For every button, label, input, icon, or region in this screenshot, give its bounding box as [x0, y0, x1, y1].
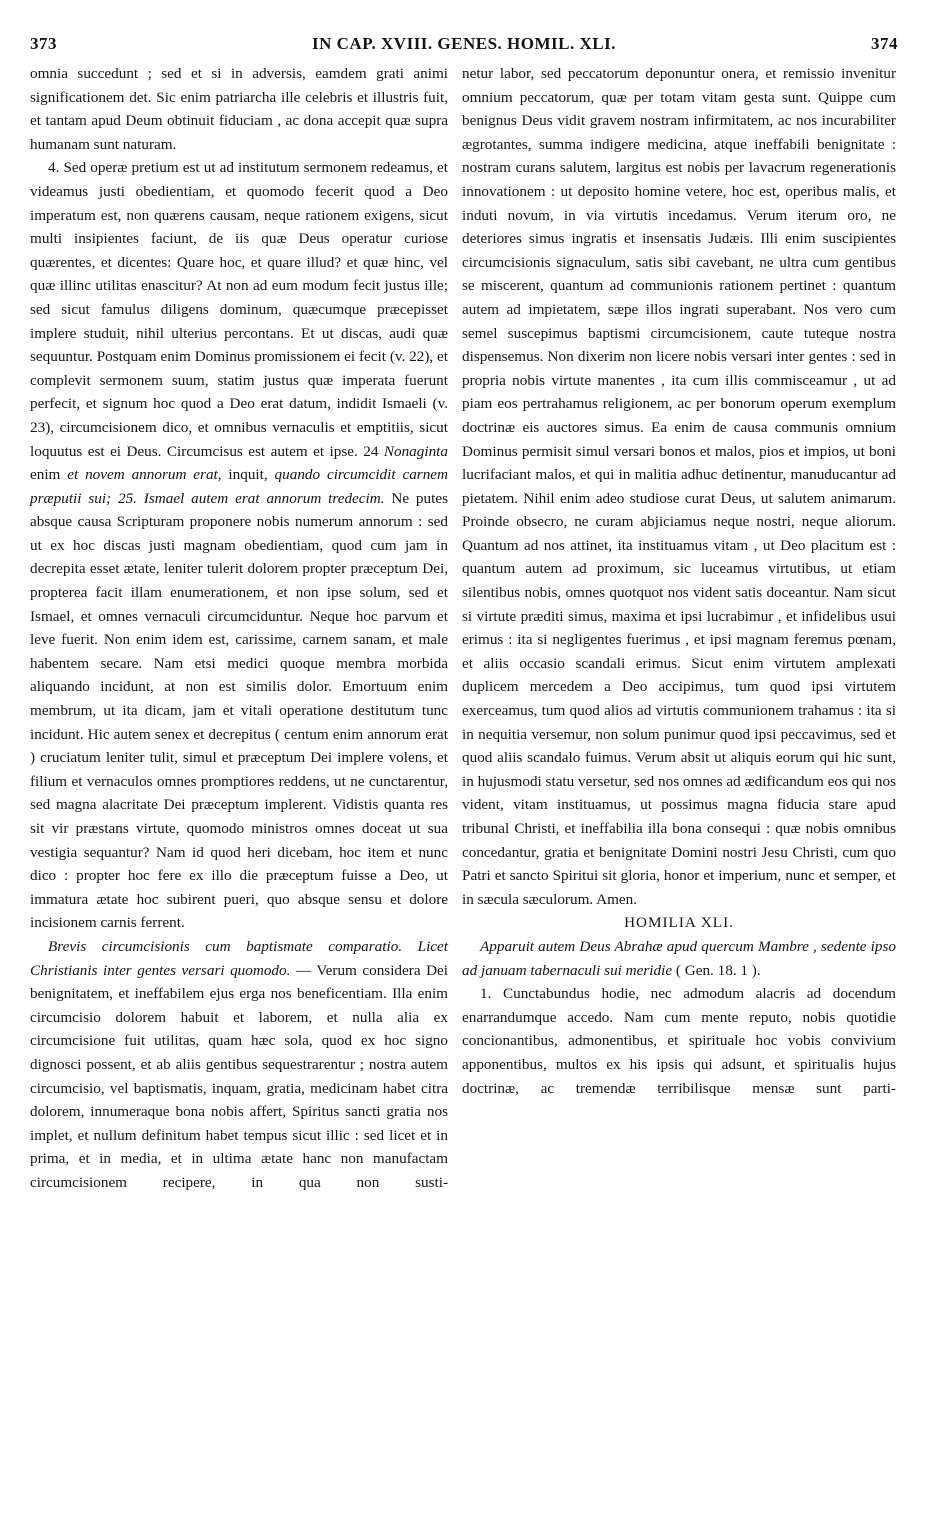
page-number-right: 374 [871, 34, 898, 53]
paragraph-comparison [30, 935, 448, 1195]
text-run: Ne putes absque causa Scripturam proponere nobis numerum annorum : sed ut ex hoc discas justi magnam obedientiam, quod cum jam in decrepita esset ætate, leniter tulerit dolorem propter præceptum Dei, propterea facit illam enumerationem, et non ipse solum, sed et Ismael, et omnes vernaculi circumciduntur. Neque hoc parvum et leve fuerit. Non enim idem est, carissime, carnem sanam, et male habentem secare. Nam etsi medici quoque membra morbida aliquando incidunt, at non est similis dolor. Emortuum enim membrum, ut ita dicam, jam et vitali operatione destitutum tunc incidunt. Hic autem senex et decrepitus ( centum enim annorum erat ) cruciatum leniter tulit, simul et præceptum Dei implere volens, et filium et vernaculos omnes promptiores reddens, ut ne cunctarentur, sed magna alacritate Dei præceptum implerent. Vidistis quanta res sit vir præstans virtute, quomodo ministros omnes doceat ut sua vestigia sequantur? Nam id quod heri dicebam, hoc item et nunc dico : propter hoc fere ex illo die præceptum fuisse a Deo, ut immatura ætate hoc subirent pueri, quo absque sensu et dolore incisionem carnis ferrent. [30, 489, 448, 932]
paragraph-section-4 [30, 156, 448, 935]
paragraph-section-1: 1. Cunctabundus hodie, nec admodum alacris ad docendum enarrandumque accedo. Nam cum mente reputo, nobis quotidie concionantibus, admonentibus, et spirituale hoc vobis convivium apponentibus, multos ex his ipsis qui adsunt, et spiritualis hujus doctrinæ, ac tremendæ terribilisque mensæ sunt parti- [462, 985, 896, 1097]
homily-title: HOMILIA XLI. [624, 914, 734, 932]
running-title: IN CAP. XVIII. GENES. HOMIL. XLI. [312, 34, 616, 53]
left-column [30, 62, 448, 1195]
paragraph-continuation: netur labor, sed peccatorum deponuntur onera, et remissio invenitur omnium peccatorum, quæ per totam vitam gesta sunt. Quippe cum benignus Deus vidit gravem nostram infirmitatem, ac nos incurabiliter ægrotantes, summa indigere medicina, atque ineffabili benignitate : nostram curans salutem, largitus est nobis per lavacrum regenerationis innovationem : ut deposito homine vetere, hoc est, operibus malis, et induti novum, in via virtutis incedamus. Verum iterum oro, ne deteriores simus ingratis et insensatis Judæis. Illi enim suscipientes circumcisionis signaculum, satis sibi cavebant, ne ultra cum gentibus se miscerent, quantum ad communionis rationem pertinet : quantum autem ad impietatem, sæpe illos ingrati superabant. Nos vero cum semel suscepimus baptismi circumcisionem, caute tuteque nostra dispensemus. Non dixerim non licere nobis versari inter gentes : sed in propria nobis virtute manentes , ita cum illis commisceamur , ut ad piam eos pertrahamus religionem, ac per bonorum operum exemplum doctrinæ eis auctores simus. Ea enim de causa communis omnium Dominus permisit simul versari bonos et malos, pios et impios, ut boni lucrifaciant malos, et qui in malitia adhuc detinentur, manuducantur ad pietatem. Nihil enim adeo studiose curat Deus, ut salutem animarum. Proinde obsecro, ne curam abjiciamus neque nostri, neque aliorum. Quantum ad nos attinet, ita instituamus vitam , ut Deo placitum est : quantum autem ad proximum, sic luceamus virtutibus, ut etiam silentibus nobis, omnes quotquot nos vident satis doceantur. Nam sicut si virtute præditi simus, maxima et ipsi lucrabimur , et infidelibus usui erimus : ita si negligentes fuerimus , et ipsi magnam feremus pœnam, et aliis occasio scandali erimus. Sicut enim virtutem amplexati duplicem mercedem a Deo accipimus, tum quod ipsi virtutem exerceamus, tum quod alios ad virtutis communionem trahamus : ita si in nequitia versemur, non solum punimur quod ipsi peccavimus, sed et quod aliis scandalo fuimus. Verum absit ut aliquis eorum qui hic sunt, in hujusmodi statu versetur, sed nos omnes ad ædificandum eos qui nos vident, vitam instituamus, ut possimus magna fiducia stare apud tribunal Christi, et ineffabilia illa bona consequi : quæ nobis omnibus concedantur, gratia et benignitate Domini nostri Jesu Christi, cum quo Patri et sancto Spiritui sit gloria, honor et imperium, nunc et semper, et in sæcula sæculorum. Amen. [462, 65, 896, 908]
italic-quote: et novem annorum erat [67, 466, 218, 484]
page-header [30, 34, 898, 56]
lemma-text: Apparuit autem Deus Abrahæ apud quercum Mambre , sedente ipso ad januam tabernaculi sui meridie [462, 937, 896, 979]
italic-quote: quando circumcidit carnem præputii sui; 25. Ismael autem erat annorum tredecim. [30, 466, 448, 507]
section-heading-italic: Brevis circumcisionis cum baptismate comparatio. Licet Christianis inter gentes versari quomodo. [30, 937, 448, 979]
lemma [462, 935, 896, 982]
text-run: — Verum considera Dei benignitatem, et ineffabilem ejus erga nos beneficentiam. Illa enim circumcisio dolorem habuit et laborem, et nulla alia ex circumcisione fuit utilitas, quam hæc sola, quod ex hoc signo dignosci possent, et ab aliis gentibus sequestrarentur ; nostra autem circumcisio, vel baptismatis, inquam, gratia, medicinam habet citra dolorem, innumeraque bona nobis affert, Spiritus sancti gratia nos implet, et nullum definitum habet tempus sicut illic : sed licet et in prima, et in media, et in ultima ætate hanc non manufactam circumcisionem recipere, in qua non susti- [30, 961, 448, 1191]
text-run: , inquit, [217, 466, 275, 484]
paragraph-continuation: omnia succedunt ; sed et si in adversis, eamdem grati animi significationem det. Sic enim patriarcha ille celebris et illustris fuit, et tantam apud Deum obtinuit fiduciam , ac dona accepit quæ supra humanam sunt naturam. [30, 65, 448, 153]
text-run: enim [30, 466, 68, 484]
italic-quote: Nonaginta [383, 442, 448, 460]
right-column [462, 62, 896, 1100]
scripture-reference: ( Gen. 18. 1 ). [672, 961, 761, 979]
text-run: 4. Sed operæ pretium est ut ad institutum sermonem redeamus, et videamus justi obedientiam, et quomodo fecerit quod a Deo imperatum est, non quærens causam, neque rationem exigens, sicut multi insipientes faciunt, de iis quæ Deus operatur curiose quærentes, et dicentes: Quare hoc, et quare illud? et quæ hinc, vel quæ illinc utilitas enascitur? At non ad eum modum fecit justus ille; sed sicut famulus diligens dominum, quæcumque præcepisset implere studuit, nihil ulterius percontans. Et ut discas, audi quæ sequuntur. Postquam enim Dominus promissionem ei fecit (v. 22), et complevit sermonem suum, statim justus quæ imperata fuerunt perfecit, et signum hoc quod a Deo erat datum, indidit Ismaeli (v. 23), circumcisionem dico, et omnibus vernaculis et emptitiis, sicut loquutus est ei Deus. Circumcisus est autem et ipse. 24 [30, 159, 448, 460]
page-number-left: 373 [30, 34, 57, 53]
